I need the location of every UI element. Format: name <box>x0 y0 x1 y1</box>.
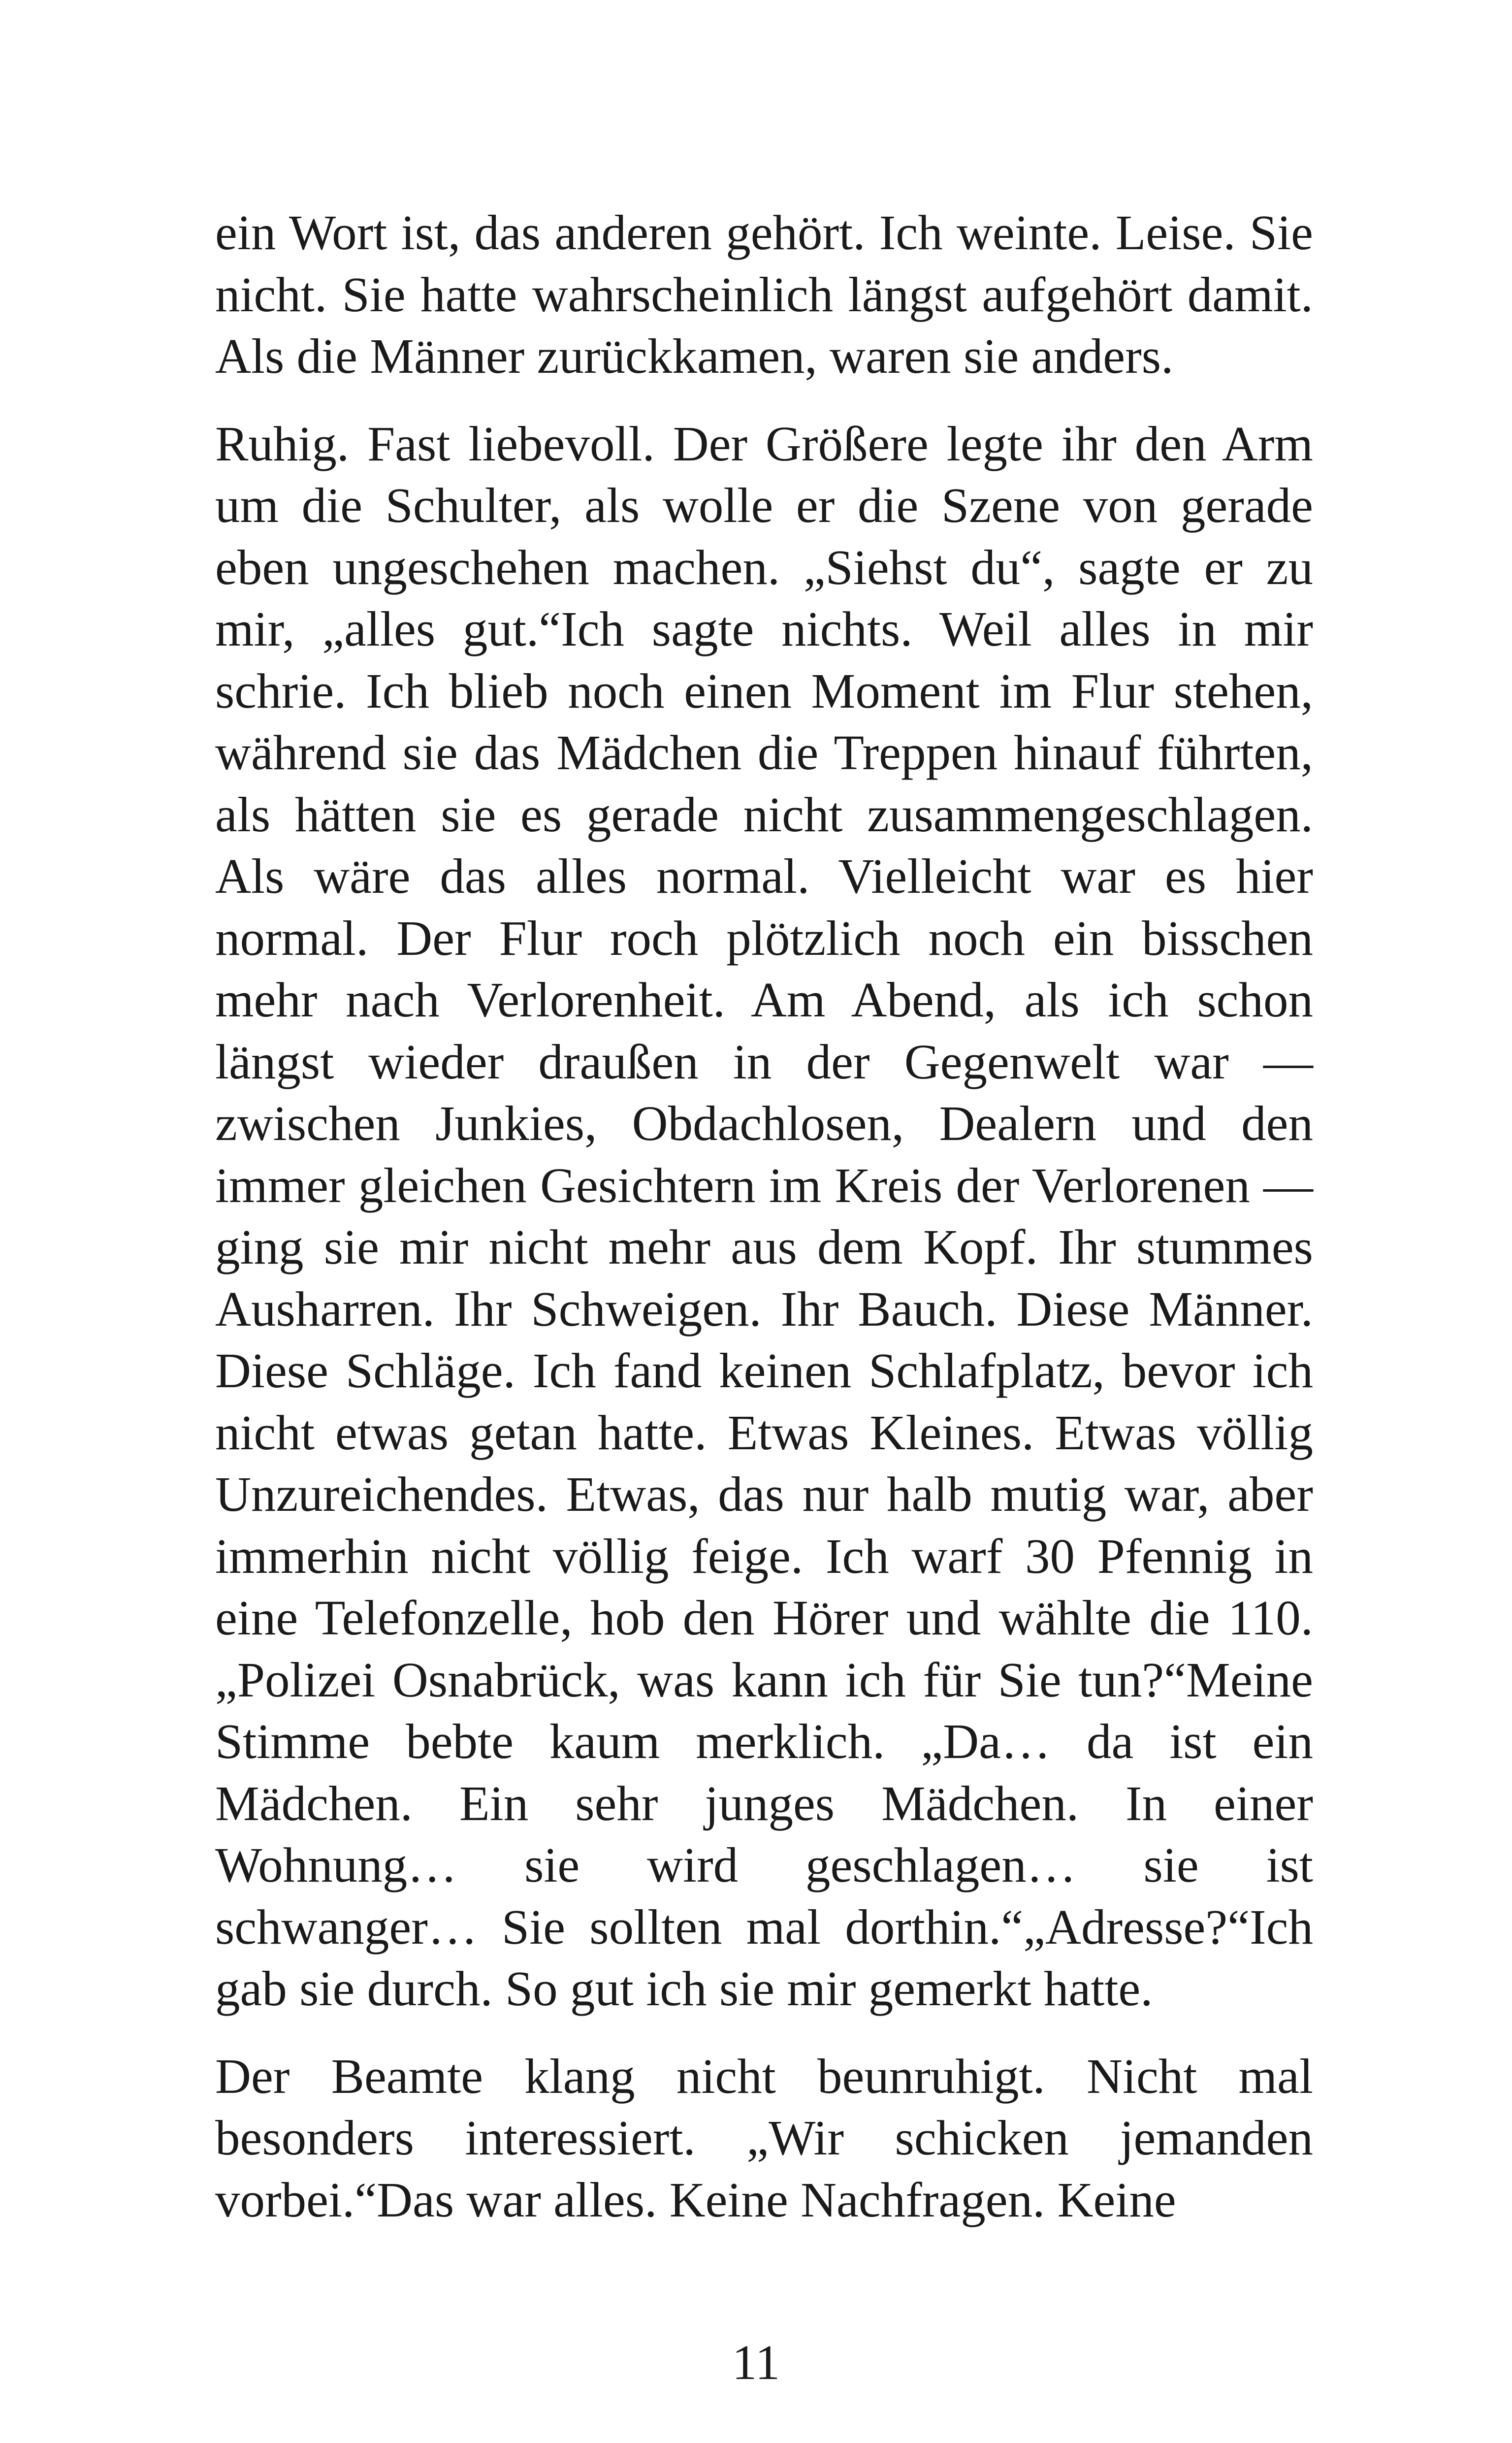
body-text <box>215 202 1313 2256</box>
page-number: 11 <box>732 2335 780 2390</box>
paragraph-1: ein Wort ist, das anderen gehört. Ich weinte. Leise. Sie nicht. Sie hatte wahrscheinlich längst aufgehört damit. Als die Männer zurückkamen, waren sie anders. <box>215 205 1313 384</box>
paragraph-3: Der Beamte klang nicht beunruhigt. Nicht mal besonders interessiert. „Wir schicken jemanden vorbei.“Das war alles. Keine Nachfragen. Keine <box>215 2048 1313 2227</box>
paragraph-2: Ruhig. Fast liebevoll. Der Größere legte ihr den Arm um die Schulter, als wolle er die Szene von gerade eben ungeschehen machen. „Siehst du“, sagte er zu mir, „alles gut.“Ich sagte nichts. Weil alles in mir schrie. Ich blieb noch einen Moment im Flur stehen, während sie das Mädchen die Treppen hinauf führten, als hätten sie es gerade nicht zusammengeschlagen. Als wäre das alles normal. Vielleicht war es hier normal. Der Flur roch plötzlich noch ein bisschen mehr nach Verlorenheit. Am Abend, als ich schon längst wieder draußen in der Gegenwelt war — zwischen Junkies, Obdachlosen, Dealern und den immer gleichen Gesichtern im Kreis der Verlorenen — ging sie mir nicht mehr aus dem Kopf. Ihr stummes Ausharren. Ihr Schweigen. Ihr Bauch. Diese Männer. Diese Schläge. Ich fand keinen Schlafplatz, bevor ich nicht etwas getan hatte. Etwas Kleines. Etwas völlig Unzureichendes. Etwas, das nur halb mutig war, aber immerhin nicht völlig feige. Ich warf 30 Pfennig in eine Telefonzelle, hob den Hörer und wählte die 110. „Polizei Osnabrück, was kann ich für Sie tun?“Meine Stimme bebte kaum merklich. „Da… da ist ein Mädchen. Ein sehr junges Mädchen. In einer Wohnung… sie wird geschlagen… sie ist schwanger… Sie sollten mal dorthin.“„Adresse?“Ich gab sie durch. So gut ich sie mir gemerkt hatte. <box>215 416 1313 2016</box>
